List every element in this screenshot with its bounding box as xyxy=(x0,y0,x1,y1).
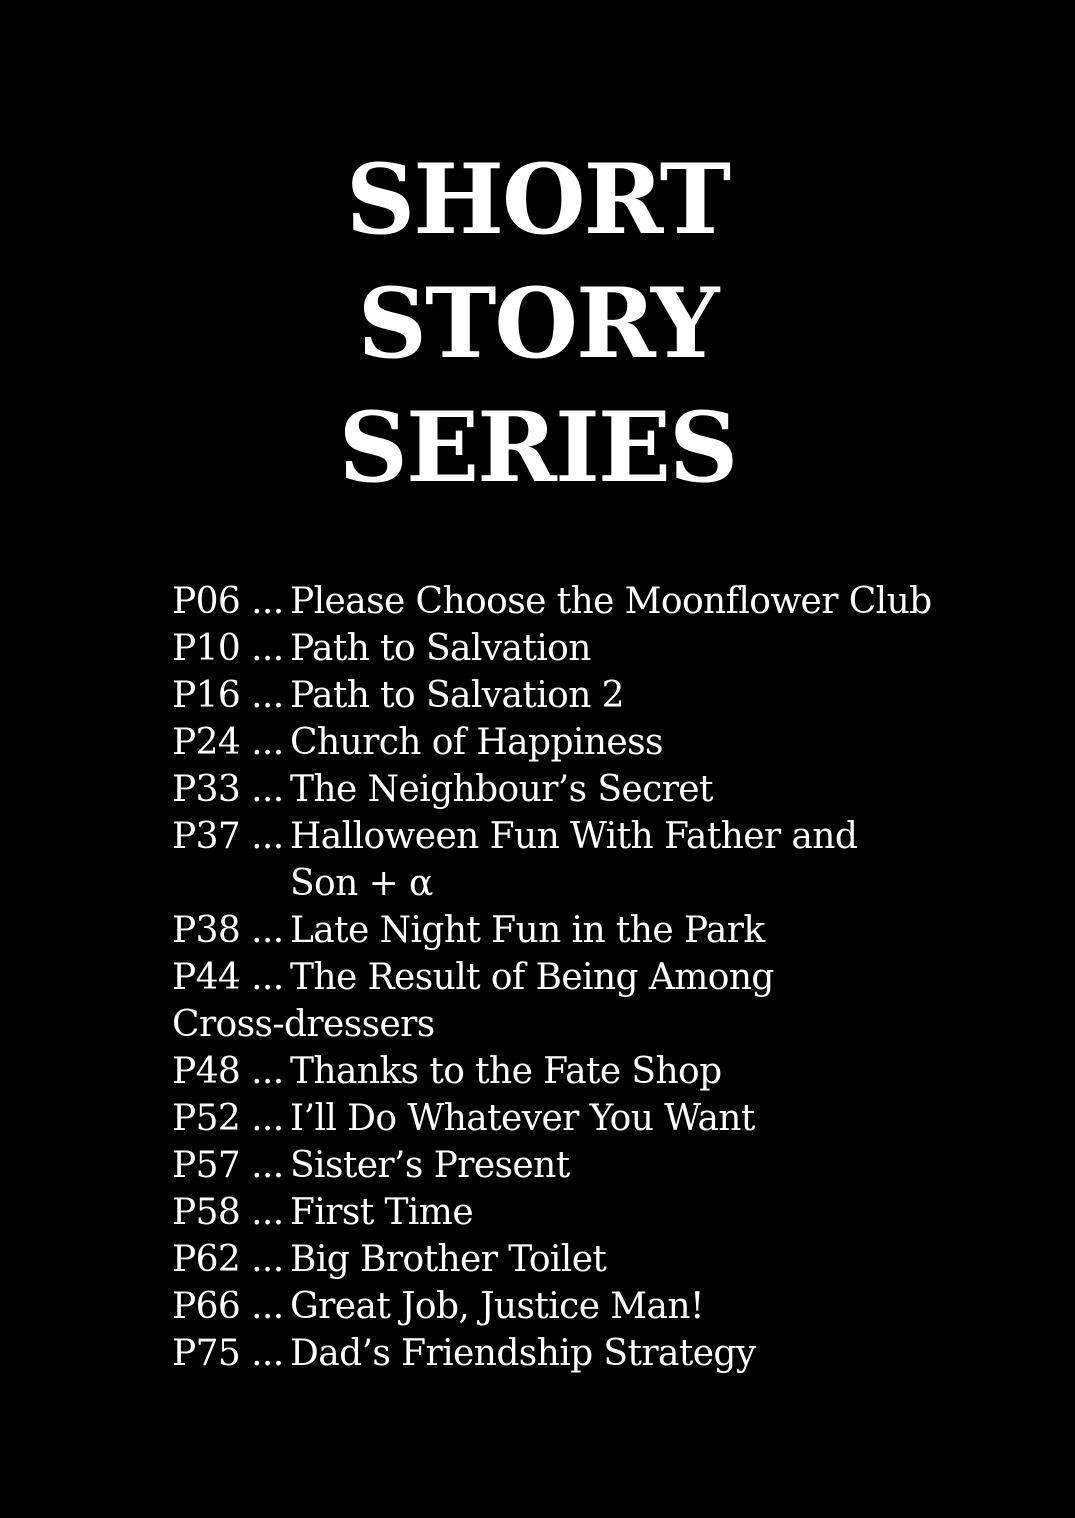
toc-story-title: Church of Happiness xyxy=(290,722,663,763)
toc-page-number: P06 ... xyxy=(172,581,284,622)
toc-entry xyxy=(172,578,972,625)
table-of-contents xyxy=(172,578,972,1377)
toc-page-number: P10 ... xyxy=(172,628,284,669)
toc-title-continuation: Cross-dressers xyxy=(172,1004,435,1045)
toc-story-title: Thanks to the Fate Shop xyxy=(290,1051,722,1092)
title-line: SERIES xyxy=(338,391,737,504)
toc-page-number: P24 ... xyxy=(172,722,284,763)
toc-entry xyxy=(172,672,972,719)
page-title xyxy=(0,138,1075,510)
toc-story-title: Halloween Fun With Father and Son + α xyxy=(290,816,858,904)
toc-entry xyxy=(172,1283,972,1330)
toc-story-title: Dad’s Friendship Strategy xyxy=(290,1333,756,1374)
toc-page-number: P37 ... xyxy=(172,816,284,857)
toc-story-title: Path to Salvation 2 xyxy=(290,675,624,716)
toc-page-number: P38 ... xyxy=(172,910,284,951)
toc-story-title: Late Night Fun in the Park xyxy=(290,910,765,951)
toc-entry xyxy=(172,1142,972,1189)
toc-entry xyxy=(172,813,972,907)
toc-story-title: Please Choose the Moonflower Club xyxy=(290,581,932,622)
toc-page-number: P58 ... xyxy=(172,1192,284,1233)
toc-entry xyxy=(172,1330,972,1377)
toc-entry xyxy=(172,907,972,954)
toc-entry xyxy=(172,625,972,672)
toc-page-number: P57 ... xyxy=(172,1145,284,1186)
toc-page-number: P44 ... xyxy=(172,957,284,998)
toc-entry xyxy=(172,1048,972,1095)
toc-page-number: P52 ... xyxy=(172,1098,284,1139)
toc-story-title: The Result of Being Among xyxy=(290,957,774,998)
toc-story-title: Path to Salvation xyxy=(290,628,591,669)
toc-entry xyxy=(172,719,972,766)
toc-entry xyxy=(172,1095,972,1142)
toc-story-title: Great Job, Justice Man! xyxy=(290,1286,704,1327)
toc-entry xyxy=(172,1236,972,1283)
title-line: SHORT xyxy=(345,143,730,256)
title-line: STORY xyxy=(357,267,718,380)
toc-story-title: Sister’s Present xyxy=(290,1145,570,1186)
toc-entry xyxy=(172,766,972,813)
toc-page-number: P48 ... xyxy=(172,1051,284,1092)
toc-page-number: P33 ... xyxy=(172,769,284,810)
toc-page-number: P75 ... xyxy=(172,1333,284,1374)
toc-entry xyxy=(172,1189,972,1236)
toc-entry xyxy=(172,954,972,1001)
toc-page-number: P16 ... xyxy=(172,675,284,716)
toc-page-number: P66 ... xyxy=(172,1286,284,1327)
toc-story-title: I’ll Do Whatever You Want xyxy=(290,1098,755,1139)
toc-story-title: The Neighbour’s Secret xyxy=(290,769,713,810)
toc-page-number: P62 ... xyxy=(172,1239,284,1280)
toc-story-title: Big Brother Toilet xyxy=(290,1239,607,1280)
toc-story-title: First Time xyxy=(290,1192,474,1233)
